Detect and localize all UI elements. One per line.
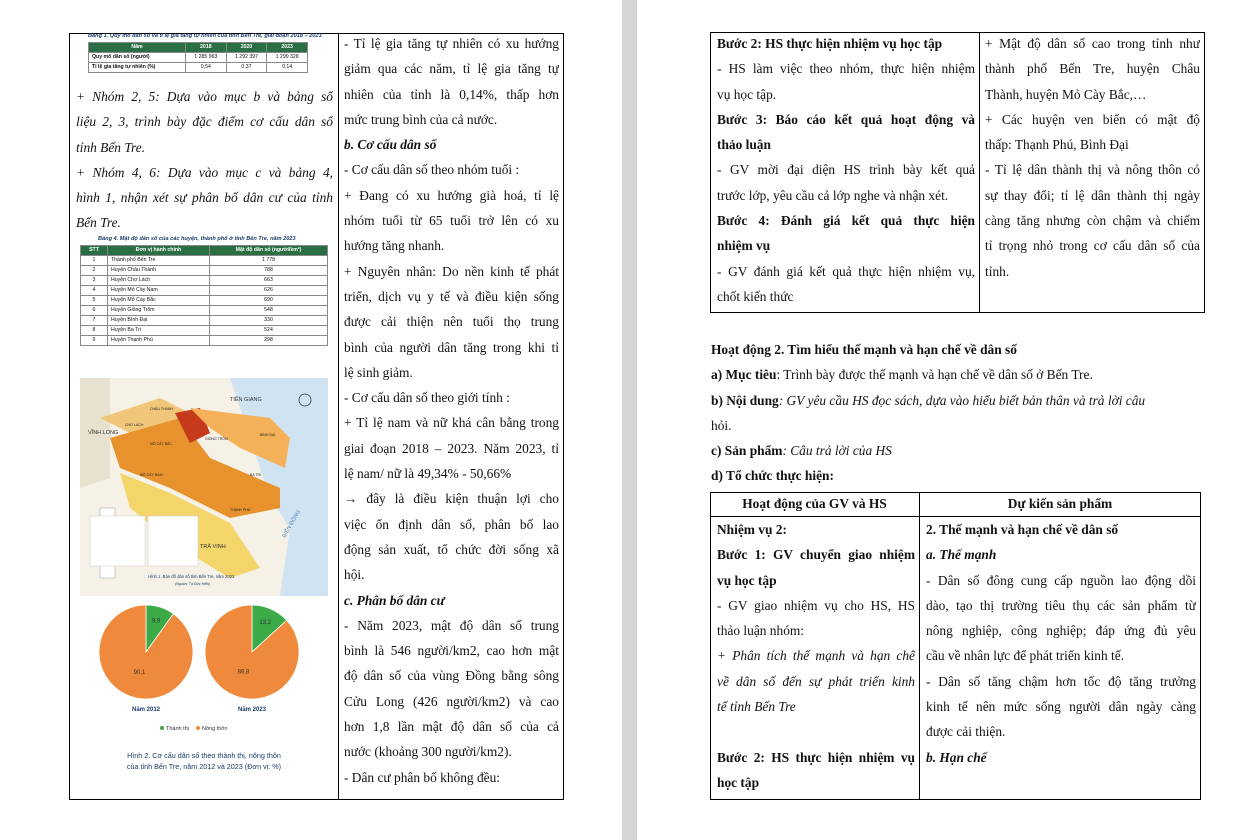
top-left-cell <box>717 31 975 309</box>
text-line: tỉnh. <box>985 263 1010 279</box>
text-line: + Phân tích thế mạnh và hạn chế <box>717 648 915 664</box>
text-line: về dân số đến sự phát triển kinh <box>717 673 915 689</box>
pie-value-label: 86,8 <box>237 669 250 676</box>
table4-row <box>81 256 328 266</box>
objective-label: a) Mục tiêu <box>711 367 777 383</box>
group-instructions <box>76 84 333 236</box>
blank-line <box>717 719 915 744</box>
text-line: trước lớp, yêu cầu cả lớp nghe và nhận xét. <box>717 187 949 203</box>
sub-heading: b. Hạn chế <box>926 749 987 765</box>
map-label: MỎ CÀY NAM <box>140 473 163 477</box>
legend-label: Nông thôn <box>202 726 228 732</box>
step-heading: vụ học tập <box>717 572 777 588</box>
text-line: + Nguyên nhân: Do nền kinh tế phát <box>344 263 559 279</box>
content-line <box>711 388 1201 413</box>
step-heading: Bước 1: GV chuyển giao nhiệm <box>717 547 915 563</box>
map-label: THẠNH PHÚ <box>230 508 251 512</box>
map-label: BIỂN ĐÔNG <box>281 509 303 539</box>
group-line: liệu 2, 3, trình bày đặc điểm cơ cấu dân số <box>76 114 333 130</box>
table4-header: Đơn vị hành chính <box>108 246 210 256</box>
left-table-divider <box>338 33 339 800</box>
bottom-table-divider <box>919 492 920 800</box>
group-line: tỉnh Bến Tre. <box>76 139 146 155</box>
section-heading: c. Phân bố dân cư <box>344 592 445 608</box>
table1-cell: 0,37 <box>226 63 267 73</box>
group-line: Bến Tre. <box>76 215 121 231</box>
activity-section <box>711 337 1201 489</box>
table1-cell: 1 299 328 <box>267 53 308 63</box>
table4-cell: 690 <box>210 296 328 306</box>
left-page <box>0 0 622 840</box>
legend-label: Thành thị <box>166 726 189 732</box>
table1-cell: Tỉ lệ gia tăng tự nhiên (%) <box>89 63 186 73</box>
text-line: sự thay đổi; tỉ lệ dân thành thị ngày <box>985 187 1200 203</box>
table4-cell: 3 <box>81 276 108 286</box>
content-label: b) Nội dung <box>711 392 779 408</box>
table1-header: 2018 <box>186 43 227 53</box>
text-line: nông nghiệp, công nghiệp; đáp ứng đủ yêu <box>926 623 1196 639</box>
top-right-cell <box>985 31 1200 284</box>
section-heading: 2. Thế mạnh và hạn chế về dân số <box>926 522 1119 537</box>
text-line: triển, dịch vụ y tế và điều kiện sống <box>344 288 559 304</box>
map-label: BÌNH ĐẠI <box>260 433 276 437</box>
pie-charts <box>80 600 328 735</box>
organization-label: d) Tổ chức thực hiện: <box>711 468 834 484</box>
bottom-left-cell <box>717 517 915 795</box>
table4-cell: 330 <box>210 316 328 326</box>
text-line: càng tăng nhưng còn chậm và chiếm <box>985 213 1200 229</box>
table4-cell: 626 <box>210 286 328 296</box>
table4-cell: 524 <box>210 326 328 336</box>
task-title: Nhiệm vụ 2: <box>717 522 787 537</box>
map-label: TIỀN GIANG <box>230 397 262 403</box>
table1-title: Bảng 1. Quy mô dân số và tỉ lệ gia tăng tự nhiên của tỉnh Bến Tre, giai đoạn 2018 – 2023 <box>88 33 322 39</box>
table4-cell: Huyện Mỏ Cày Nam <box>108 286 210 296</box>
text-line: - Năm 2023, mật độ dân số trung <box>344 617 559 633</box>
text-line: hơn 1,8 lần mật độ dân số của cả <box>344 719 559 735</box>
group-line: + Nhóm 2, 5: Dựa vào mục b và bảng số <box>76 89 333 104</box>
step-heading: Bước 2: HS thực hiện nhiệm vụ học tập <box>717 36 943 51</box>
table4-cell: 1 <box>81 256 108 266</box>
step-heading: Bước 4: Đánh giá kết quả thực hiện <box>717 213 975 229</box>
text-line: được cải thiện nên tuổi thọ trung <box>344 314 559 330</box>
text-line: Cửu Long (426 người/km2) và cao <box>344 693 559 709</box>
table4-cell: 5 <box>81 296 108 306</box>
legend-panel <box>148 516 198 566</box>
text-line: Thành, huyện Mỏ Cày Bắc,… <box>985 86 1147 102</box>
top-table-divider <box>979 32 980 313</box>
table1-cell: 0,14 <box>267 63 308 73</box>
table1-cell: 1 285 963 <box>186 53 227 63</box>
text-line: độ dân số của vùng Đồng bằng sông <box>344 668 559 684</box>
text-line: mức trung bình của cả nước. <box>344 111 498 127</box>
text-line: thấp: Thạnh Phú, Bình Đại <box>985 137 1129 153</box>
map-source: (Nguồn: Tạ Đức Hiếu) <box>175 582 211 586</box>
text-line: thảo luận nhóm: <box>717 623 805 639</box>
table4-cell: 1 778 <box>210 256 328 266</box>
bottom-right-cell <box>926 517 1196 770</box>
text-line: - Tỉ lệ dân thành thị và nông thôn có <box>985 162 1200 178</box>
header-expected: Dự kiến sản phẩm <box>1007 496 1113 511</box>
pie-title: Năm 2023 <box>237 707 267 713</box>
text-line: vụ học tập. <box>717 86 777 102</box>
table4-row <box>81 286 328 296</box>
content-text: : GV yêu cầu HS đọc sách, dựa vào hiểu biết bản thân và trả lời câu <box>778 392 1146 408</box>
objective-line <box>711 362 1201 387</box>
text-line: + Các huyện ven biển có mật độ <box>985 111 1200 127</box>
text-line: bình là 546 người/km2, cao hơn mật <box>344 643 559 659</box>
table4 <box>80 245 328 346</box>
page-gutter <box>622 0 637 840</box>
step-heading: Bước 2: HS thực hiện nhiệm vụ <box>717 749 915 765</box>
map-label: CHÂU THÀNH <box>150 407 173 411</box>
text-line: - Dân số tăng chậm hơn tốc độ tăng trưởng <box>926 673 1196 689</box>
table4-cell: 9 <box>81 336 108 346</box>
table1-header: 2023 <box>267 43 308 53</box>
table4-cell: Huyện Chợ Lách <box>108 276 210 286</box>
table4-row <box>81 276 328 286</box>
table1-header: 2020 <box>226 43 267 53</box>
text-line: - Tỉ lệ gia tăng tự nhiên có xu hướng <box>344 36 559 51</box>
text-line: lệ nam/ nữ là 49,34% - 50,66% <box>344 466 512 482</box>
text-line: - Dân số đông cung cấp nguồn lao động dồi <box>926 572 1196 588</box>
text-line: → đây là điều kiện thuận lợi cho <box>344 491 559 507</box>
table4-cell: Huyện Ba Tri <box>108 326 210 336</box>
text-line: cầu về nhân lực để phát triển kinh tế. <box>926 648 1125 664</box>
product-line <box>711 438 1201 463</box>
text-line: + Mật độ dân số cao trong tỉnh như <box>985 36 1200 51</box>
table1-cell: Quy mô dân số (người) <box>89 53 186 63</box>
table1 <box>88 42 308 73</box>
text-line: + Đang có xu hướng già hoá, tỉ lệ <box>344 187 559 203</box>
text-line: giảm qua các năm, tỉ lệ gia tăng tự <box>344 61 559 77</box>
activity-title: Hoạt động 2. Tìm hiểu thế mạnh và hạn chế về dân số <box>711 342 1017 357</box>
text-line: nhóm tuổi từ 65 tuổi trở lên có xu <box>344 213 559 229</box>
map-label: TRÀ VINH <box>200 544 226 550</box>
table4-cell: 4 <box>81 286 108 296</box>
text-line: - Cơ cấu dân số theo nhóm tuổi : <box>344 162 520 178</box>
text-line: động sản xuất, tổ chức đời sống xã <box>344 541 559 557</box>
map-label: MỎ CÀY BẮC <box>150 442 172 446</box>
text-line: - HS làm việc theo nhóm, thực hiện nhiệm <box>717 61 975 77</box>
step-heading: nhiệm vụ <box>717 238 771 254</box>
population-map <box>80 378 328 596</box>
table4-cell: 6 <box>81 306 108 316</box>
legend-swatch-rural <box>196 726 200 730</box>
table4-cell: 8 <box>81 326 108 336</box>
figure2-caption-line: Hình 2. Cơ cấu dân số theo thành thị, nông thôn <box>127 751 281 760</box>
section-heading: b. Cơ cấu dân số <box>344 137 437 153</box>
text-line: thành phố Bến Tre, huyện Châu <box>985 61 1200 77</box>
pie-title: Năm 2012 <box>131 707 161 713</box>
group-line: + Nhóm 4, 6: Dựa vào mục c và bảng 4, <box>76 164 333 180</box>
text-line: hướng tăng nhanh. <box>344 238 445 254</box>
right-page <box>637 0 1256 840</box>
table4-header: Mật độ dân số (người/km²) <box>210 246 328 256</box>
text-line: - Cơ cấu dân số theo giới tính : <box>344 390 510 406</box>
table4-row <box>81 306 328 316</box>
text-line: giai đoạn 2018 – 2023. Năm 2023, tỉ <box>344 440 559 456</box>
table4-row <box>81 336 328 346</box>
legend-swatch-urban <box>160 726 164 730</box>
table4-row <box>81 316 328 326</box>
text-line: bình của người dân tăng trong khi tỉ <box>344 339 559 355</box>
table4-row <box>81 296 328 306</box>
text-line: - GV giao nhiệm vụ cho HS, HS <box>717 597 915 613</box>
table4-cell: Huyện Giồng Trôm <box>108 306 210 316</box>
text-line: kinh tế nên mức sống người dân ngày càng <box>926 699 1196 715</box>
pie-slice-rural <box>99 605 193 699</box>
step-heading: thảo luận <box>717 137 771 153</box>
table1-cell: 1 292 397 <box>226 53 267 63</box>
table4-cell: Huyện Mỏ Cày Bắc <box>108 296 210 306</box>
product-label: c) Sản phẩm <box>711 443 783 459</box>
pie-value-label: 90,1 <box>133 670 146 677</box>
left-answer-column <box>344 31 559 790</box>
table4-cell: 788 <box>210 266 328 276</box>
table4-cell: 548 <box>210 306 328 316</box>
text-line: hội. <box>344 567 365 583</box>
table4-header: STT <box>81 246 108 256</box>
text-line: lệ sinh giảm. <box>344 364 413 380</box>
text-line: - Dân cư phân bố không đều: <box>344 769 501 785</box>
table4-cell: 7 <box>81 316 108 326</box>
product-text: : Câu trả lời của HS <box>782 443 892 459</box>
table4-title: Bảng 4. Mật độ dân số của các huyện, thành phố ở tỉnh Bến Tre, năm 2023 <box>98 236 296 242</box>
table4-cell: Huyện Châu Thành <box>108 266 210 276</box>
content-text-cont: hỏi. <box>711 417 732 433</box>
step-heading: Bước 3: Báo cáo kết quả hoạt động và <box>717 111 975 127</box>
sub-heading: a. Thế mạnh <box>926 547 997 563</box>
text-line: được cải thiện. <box>926 724 1006 740</box>
text-line: tế tỉnh Bến Tre <box>717 699 796 715</box>
figure2-caption-line: của tỉnh Bến Tre, năm 2012 và 2023 (Đơn vị: %) <box>126 762 282 771</box>
map-label: BA TRI <box>250 473 262 477</box>
table4-row <box>81 326 328 336</box>
map-label: VĨNH LONG <box>88 430 119 436</box>
text-line: tỉ trọng nhỏ trong cơ cấu dân số của <box>985 238 1200 254</box>
map-label: GIỒNG TRÔM <box>205 437 228 441</box>
table4-cell: 663 <box>210 276 328 286</box>
table4-cell: Huyện Thạnh Phú <box>108 336 210 346</box>
text-line: chốt kiến thức <box>717 288 794 304</box>
step-heading: học tập <box>717 774 760 790</box>
figure2-caption <box>80 750 328 772</box>
objective-text: : Trình bày được thế mạnh và hạn chế về dân số ở Bến Tre. <box>776 367 1093 383</box>
table1-cell: 0,54 <box>186 63 227 73</box>
text-line: dào, tạo thị trường tiêu thụ các sản phẩm từ <box>926 597 1196 613</box>
legend-panel <box>90 516 145 566</box>
text-line: + Tỉ lệ nam và nữ khá cân bằng trong <box>344 415 559 431</box>
text-line: nhiên của tỉnh là 0,14%, thấp hơn <box>344 86 559 102</box>
group-line: hình 1, nhận xét sự phân bố dân cư của tỉnh <box>76 190 333 206</box>
map-label: CHỢ LÁCH <box>125 423 144 427</box>
table1-header: Năm <box>89 43 186 53</box>
table4-cell: Thành phố Bến Tre <box>108 256 210 266</box>
map-caption: Hình 1. Bản đồ dân số tỉnh Bến Tre, năm 2023 <box>148 574 235 579</box>
text-line: - GV mời đại diện HS trình bày kết quả <box>717 162 975 178</box>
table4-row <box>81 266 328 276</box>
table4-cell: Huyện Bình Đại <box>108 316 210 326</box>
header-activity: Hoạt động của GV và HS <box>742 496 887 511</box>
text-line: - GV đánh giá kết quả thực hiện nhiệm vụ, <box>717 263 975 279</box>
text-line: nước (khoảng 300 người/km2). <box>344 744 512 760</box>
pie-value-label: 13,2 <box>259 619 272 626</box>
table4-cell: 2 <box>81 266 108 276</box>
text-line: việc ổn định dân số, phân bố lao <box>344 516 559 532</box>
table4-cell: 298 <box>210 336 328 346</box>
pie-value-label: 9,9 <box>151 618 161 625</box>
